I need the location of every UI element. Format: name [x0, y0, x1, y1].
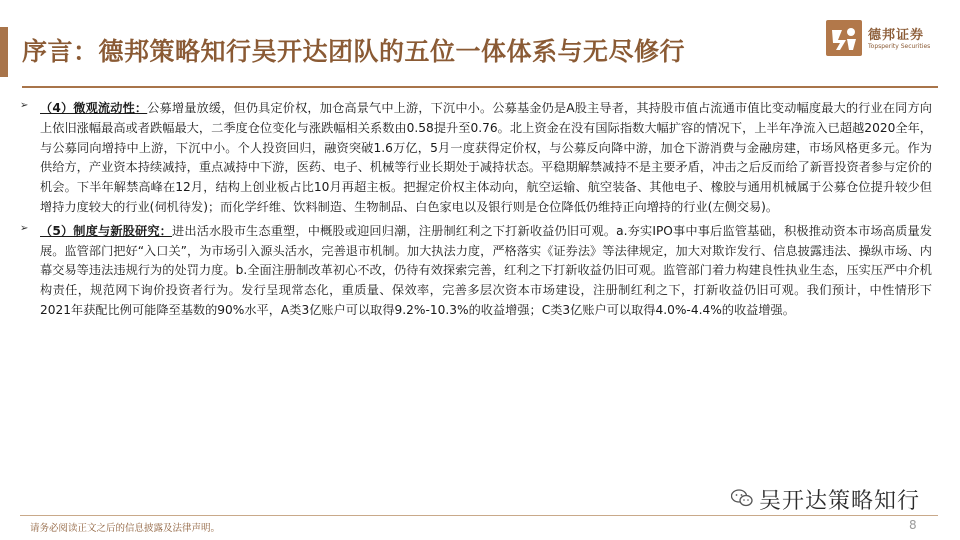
bullet-lead: （5）制度与新股研究：: [40, 223, 173, 238]
bullet-arrow-icon: ➢: [20, 222, 29, 234]
footer-divider: [20, 515, 938, 516]
title-divider: [22, 86, 938, 88]
logo-mark-icon: [826, 20, 862, 56]
footer-disclaimer: 请务必阅读正文之后的信息披露及法律声明。: [30, 523, 221, 534]
bullet-arrow-icon: ➢: [20, 100, 29, 111]
wechat-watermark-text: 吴开达策略知行: [759, 489, 921, 514]
page-title: 序言：德邦策略知行吴开达团队的五位一体体系与无尽修行: [22, 37, 686, 66]
bullet-text: 进出活水股市生态重塑，中概股或迎回归潮，注册制红利之下打新收益仍旧可观。a.夯实IPO事中事后监管基础，积极推动资本市场高质量发展。监管部门把好“入口关”，为市场引入源头活水，完善退市机制。加大执法力度，严格落实《证券法》等法律规定，加大对欺诈发行、信息披露违法、操纵市场、内幕交易等违法违规行为的处罚力度。b.全面注册制改革初心不改，仍待有效探索完善，红利之下打新收益仍旧可观。监管部门着力构建良性执业生态，压实压严中介机构责任，规范网下询价投资者行为。发行呈现常态化，重质量、保效率，完善多层次资本市场建设，注册制红利之下，打新收益仍旧可观。我们预计，中性情形下2021年获配比例可能降至基数的90%水平，A类3亿账户可以取得9.2%-10.3%的收益增强；C类3亿账户可以取得4.0%-4.4%的收益增强。: [40, 223, 932, 317]
company-logo: [826, 20, 946, 60]
title-accent-bar: [0, 27, 8, 77]
logo-name-en: Topsperity Securities: [868, 43, 931, 50]
content-body: [20, 99, 932, 325]
logo-name-cn: 德邦证券: [868, 28, 925, 43]
page-number: 8: [909, 518, 917, 532]
bullet-text: 公募增量放缓，但仍具定价权，加仓高景气中上游，下沉中小。公募基金仍是A股主导者，其持股市值占流通市值比变动幅度最大的行业在同方向上依旧涨幅最高或者跌幅最大，二季度仓位变化与涨跌幅相关系数由0.58提升至0.76。北上资金在没有国际指数大幅扩容的情况下，上半年净流入已超越2020全年，与公募同向增持中上游，下沉中小。个人投资回归，融资突破1.6万亿，5月一度获得定价权，与公募反向降中游，加仓下游消费与金融房建，市场风格更多元。作为供给方，产业资本持续减持，重点减持中下游，医药、电子、机械等行业长期处于减持状态。平稳期解禁减持不是主要矛盾，冲击之后反而给了新晋投资者参与定价的机会。下半年解禁高峰在12月，结构上创业板占比10月再超主板。把握定价权主体动向，航空运输、航空装备、其他电子、橡胶与通用机械属于公募仓位提升较少但增持力度较大的行业(伺机待发)；而化学纤维、饮料制造、生物制品、白色家电以及银行则是仓位降低仍维持正向增持的行业(左侧交易)。: [40, 101, 932, 214]
bullet-paragraph: [40, 222, 932, 321]
bullet-item-system-ipo: [20, 222, 932, 321]
bullet-item-micro-liquidity: [20, 99, 932, 218]
wechat-icon: [731, 489, 753, 507]
bullet-paragraph: [40, 99, 932, 218]
bullet-lead: （4）微观流动性：: [40, 101, 148, 115]
